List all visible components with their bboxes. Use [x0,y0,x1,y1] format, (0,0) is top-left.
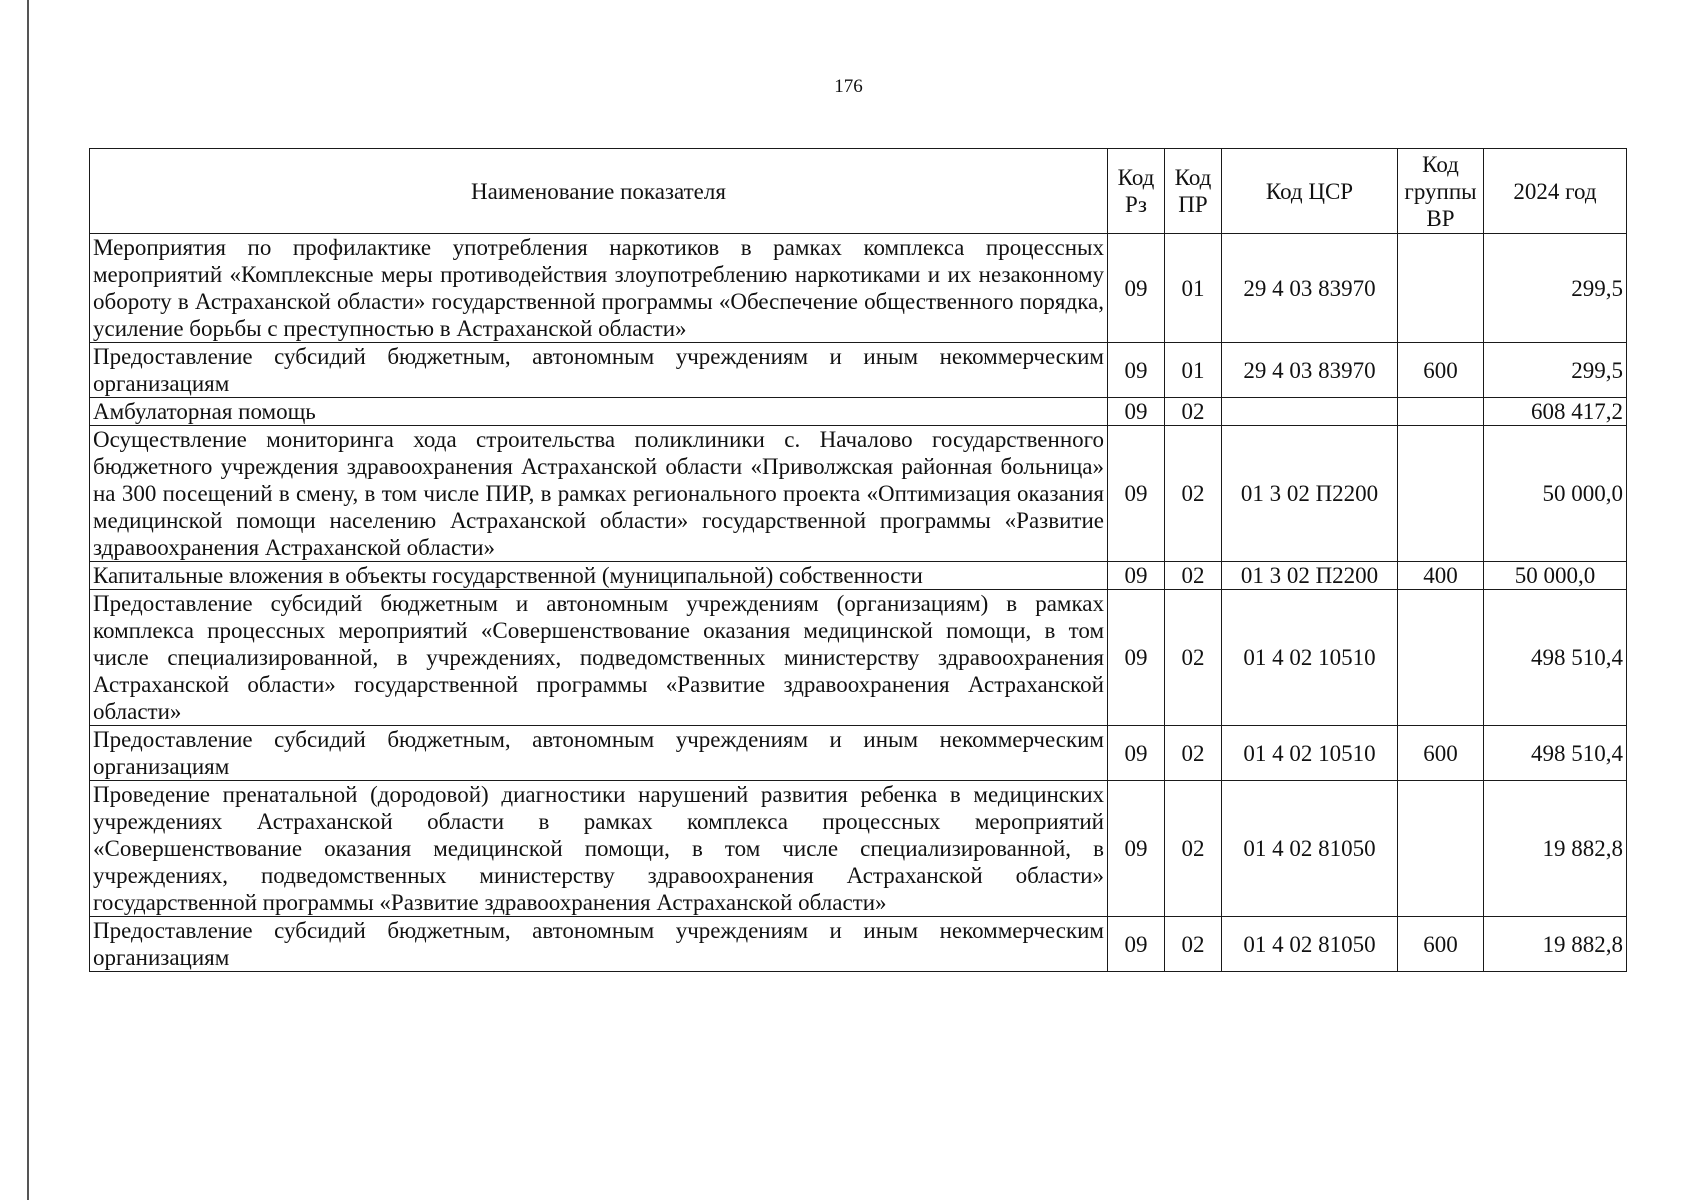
row-rz: 09 [1108,343,1165,398]
table-row [90,590,1627,726]
row-rz: 09 [1108,398,1165,426]
row-pr: 01 [1165,343,1222,398]
row-vr [1398,781,1484,917]
row-amount: 299,5 [1484,343,1627,398]
row-amount: 498 510,4 [1484,590,1627,726]
row-csr: 01 4 02 81050 [1222,917,1398,972]
row-vr: 400 [1398,562,1484,590]
row-name: Проведение пренатальной (дородовой) диагностики нарушений развития ребенка в медицинских учреждениях Астраханской области в рамках комплекса процессных мероприятий «Совершенствование оказания медицинской помощи, в том числе специализированной, в учреждениях, подведомственных министерству здравоохранения Астраханской области» государственной программы «Развитие здравоохранения Астраханской области» [90,781,1108,917]
row-pr: 02 [1165,590,1222,726]
table-row [90,726,1627,781]
binding-margin-line [27,0,29,1200]
row-vr: 600 [1398,343,1484,398]
header-pr: Код ПР [1165,149,1222,234]
row-name: Осуществление мониторинга хода строительства поликлиники с. Началово государственного бюджетного учреждения здравоохранения Астраханской области «Приволжская районная больница» на 300 посещений в смену, в том числе ПИР, в рамках регионального проекта «Оптимизация оказания медицинской помощи населению Астраханской области» государственной программы «Развитие здравоохранения Астраханской области» [90,426,1108,562]
row-rz: 09 [1108,562,1165,590]
row-amount: 299,5 [1484,234,1627,343]
row-name: Амбулаторная помощь [90,398,1108,426]
row-name: Предоставление субсидий бюджетным, автономным учреждениям и иным некоммерческим организациям [90,726,1108,781]
row-pr: 02 [1165,781,1222,917]
row-csr: 01 3 02 П2200 [1222,426,1398,562]
row-pr: 02 [1165,398,1222,426]
row-amount: 498 510,4 [1484,726,1627,781]
row-rz: 09 [1108,426,1165,562]
row-pr: 02 [1165,426,1222,562]
row-rz: 09 [1108,726,1165,781]
row-rz: 09 [1108,590,1165,726]
table-row [90,781,1627,917]
row-vr: 600 [1398,726,1484,781]
row-csr: 29 4 03 83970 [1222,343,1398,398]
row-rz: 09 [1108,917,1165,972]
row-amount: 50 000,0 [1484,562,1627,590]
header-name: Наименование показателя [90,149,1108,234]
row-name: Мероприятия по профилактике употребления наркотиков в рамках комплекса процессных мероприятий «Комплексные меры противодействия злоупотреблению наркотиками и их незаконному обороту в Астраханской области» государственной программы «Обеспечение общественного порядка, усиление борьбы с преступностью в Астраханской области» [90,234,1108,343]
row-pr: 02 [1165,726,1222,781]
row-csr: 01 4 02 81050 [1222,781,1398,917]
row-csr: 01 3 02 П2200 [1222,562,1398,590]
table-row [90,234,1627,343]
table-row [90,917,1627,972]
row-csr: 29 4 03 83970 [1222,234,1398,343]
row-pr: 02 [1165,562,1222,590]
row-amount: 608 417,2 [1484,398,1627,426]
row-amount: 19 882,8 [1484,781,1627,917]
row-csr: 01 4 02 10510 [1222,726,1398,781]
table-row [90,426,1627,562]
row-name: Предоставление субсидий бюджетным, автономным учреждениям и иным некоммерческим организациям [90,917,1108,972]
row-csr: 01 4 02 10510 [1222,590,1398,726]
row-vr [1398,398,1484,426]
row-name: Предоставление субсидий бюджетным и автономным учреждениям (организациям) в рамках комплекса процессных мероприятий «Совершенствование оказания медицинской помощи, в том числе специализированной, в учреждениях, подведомственных министерству здравоохранения Астраханской области» государственной программы «Развитие здравоохранения Астраханской области» [90,590,1108,726]
row-rz: 09 [1108,234,1165,343]
row-pr: 02 [1165,917,1222,972]
header-csr: Код ЦСР [1222,149,1398,234]
row-rz: 09 [1108,781,1165,917]
row-amount: 19 882,8 [1484,917,1627,972]
row-name: Капитальные вложения в объекты государственной (муниципальной) собственности [90,562,1108,590]
budget-table [89,148,1627,972]
table-row [90,398,1627,426]
header-rz: Код Рз [1108,149,1165,234]
row-name: Предоставление субсидий бюджетным, автономным учреждениям и иным некоммерческим организациям [90,343,1108,398]
row-vr [1398,590,1484,726]
row-amount: 50 000,0 [1484,426,1627,562]
row-vr: 600 [1398,917,1484,972]
table-row [90,562,1627,590]
row-vr [1398,426,1484,562]
row-csr [1222,398,1398,426]
header-vr: Код группы ВР [1398,149,1484,234]
page-number: 176 [834,76,863,97]
table-row [90,343,1627,398]
row-vr [1398,234,1484,343]
row-pr: 01 [1165,234,1222,343]
header-amount: 2024 год [1484,149,1627,234]
table-header-row [90,149,1627,234]
